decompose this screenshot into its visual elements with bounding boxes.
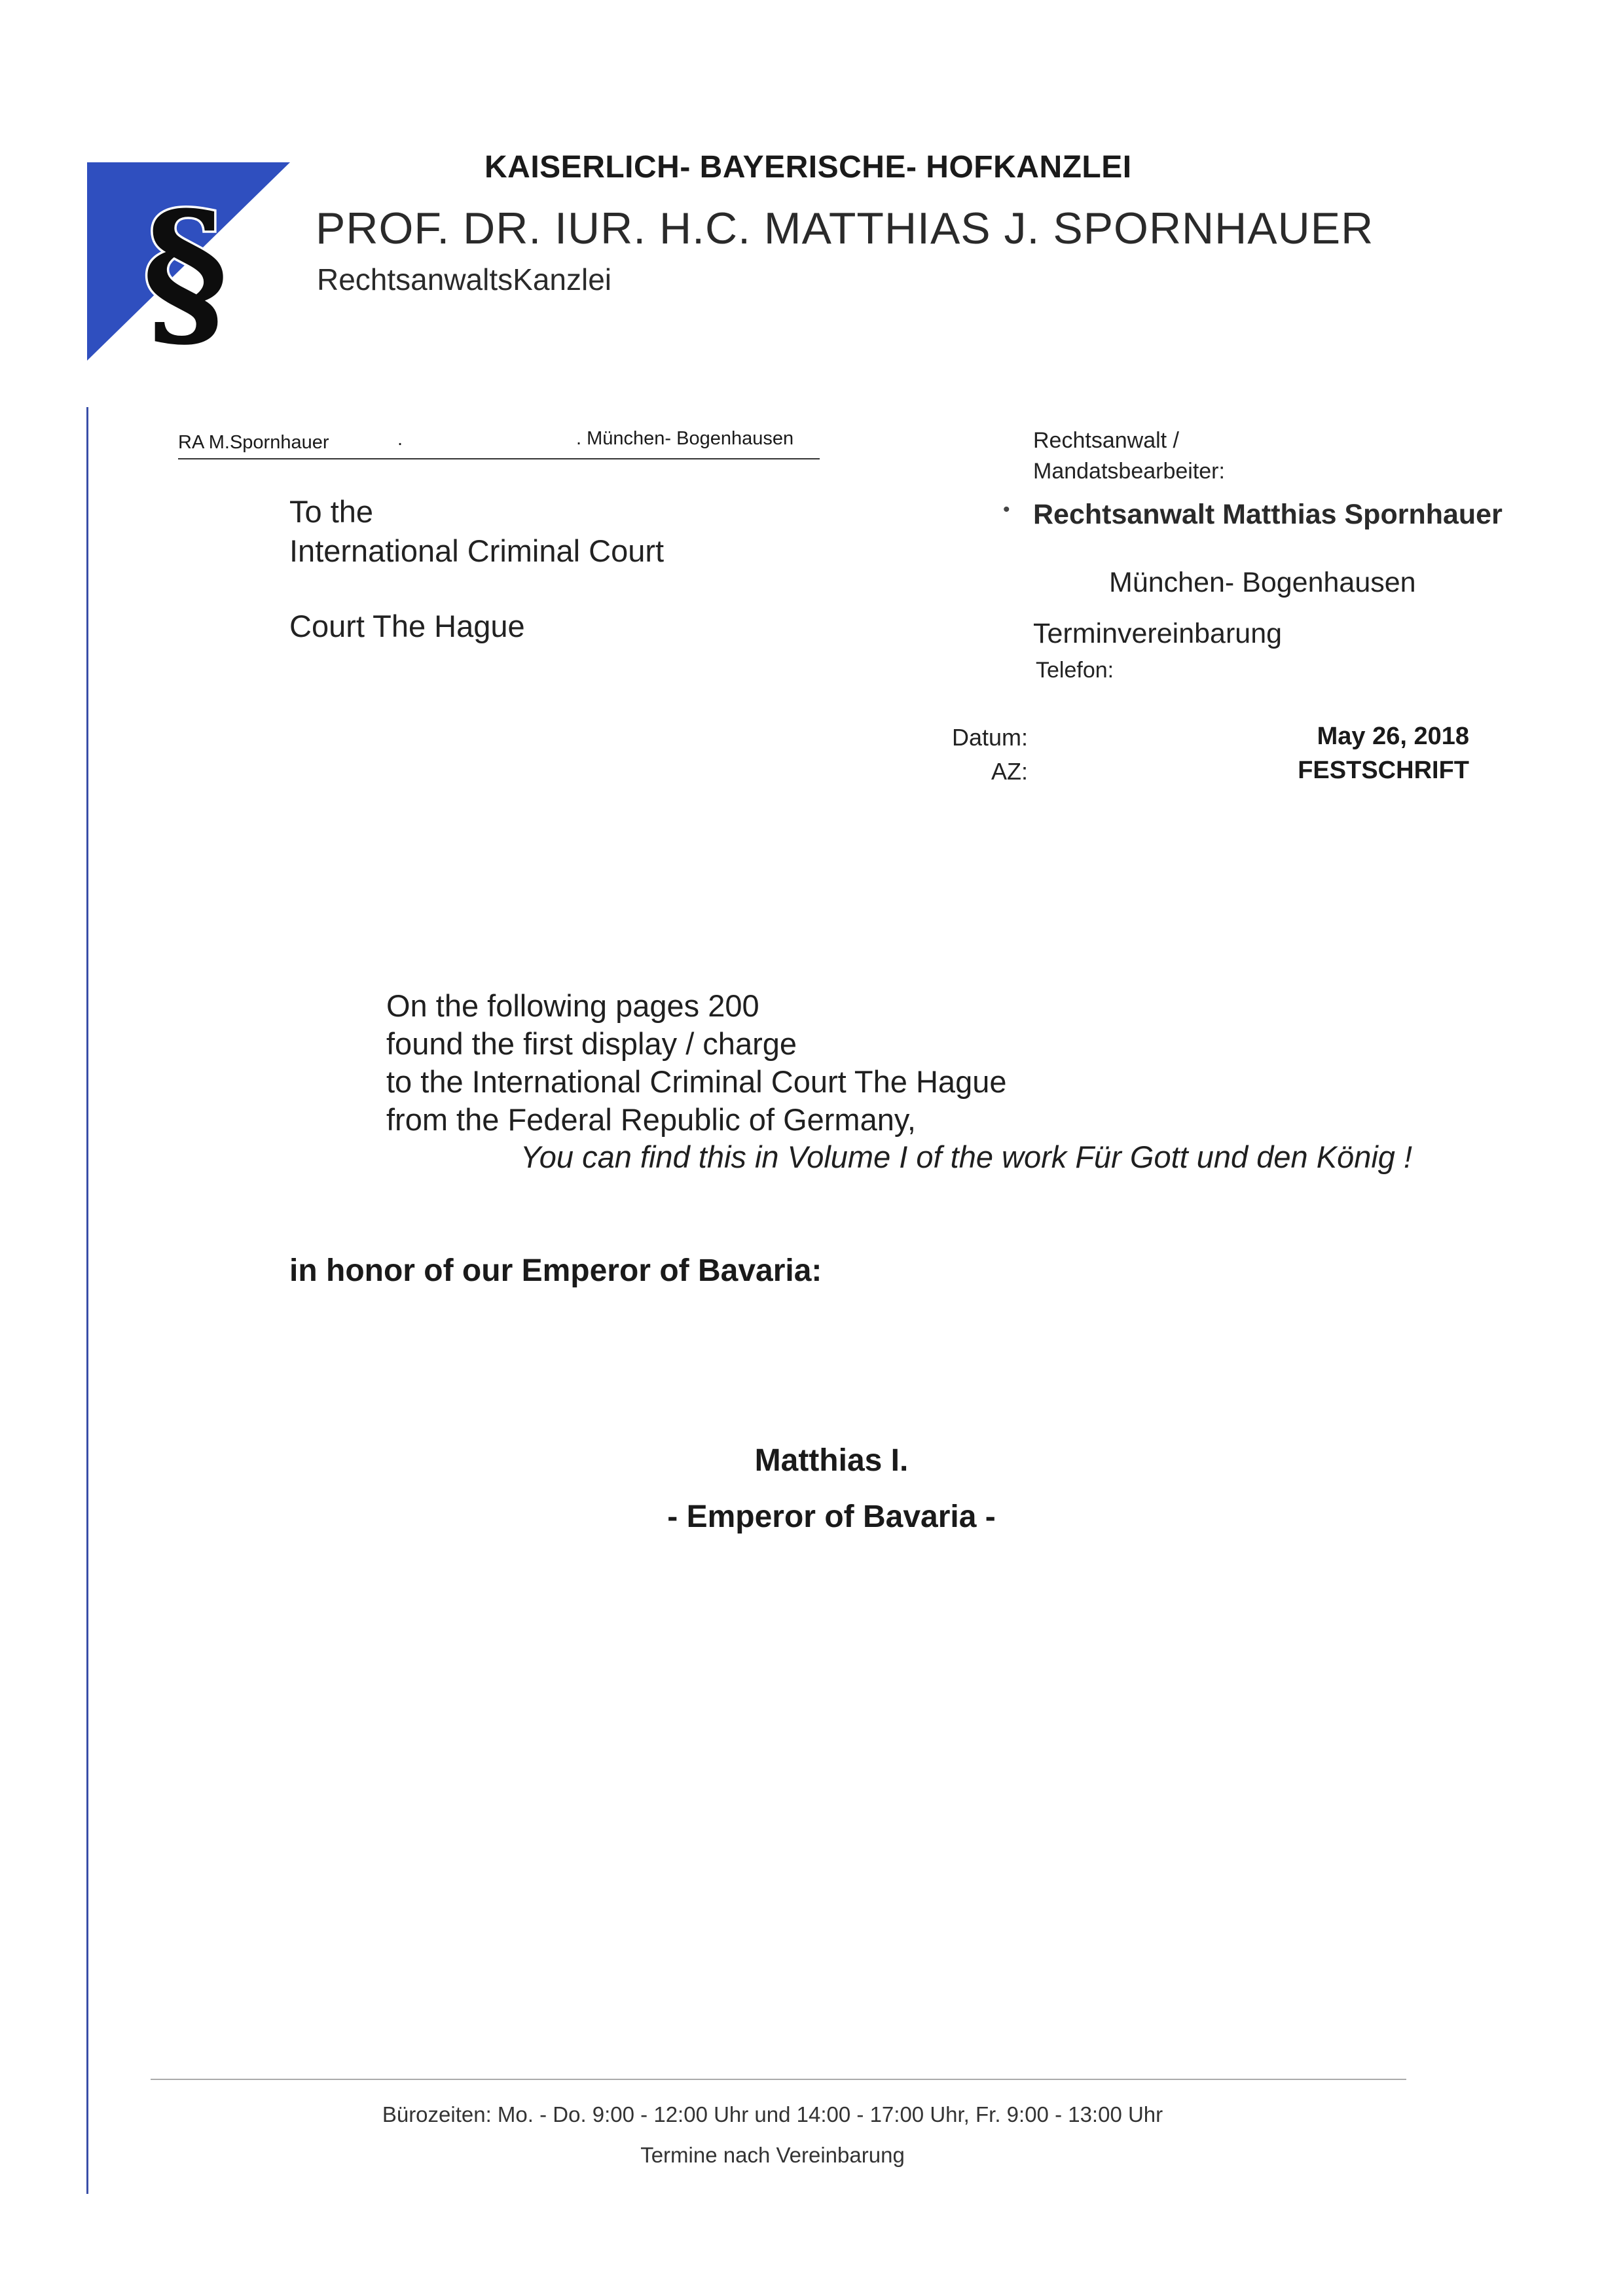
footer-office-hours: Bürozeiten: Mo. - Do. 9:00 - 12:00 Uhr und 14:00 - 17:00 Uhr, Fr. 9:00 - 13:00 Uhr [382, 2102, 1163, 2126]
honor-heading: in honor of our Emperor of Bavaria: [289, 1253, 822, 1288]
letterhead-firm-name: PROF. DR. IUR. H.C. MATTHIAS J. SPORNHAUER [316, 204, 1374, 253]
law-firm-logo [87, 162, 290, 361]
sender-separator: . [397, 429, 403, 450]
emperor-title: - Emperor of Bavaria - [667, 1499, 996, 1534]
sender-name: RA M.Spornhauer [178, 432, 329, 453]
contact-label-line: Mandatsbearbeiter: [1033, 459, 1225, 484]
sender-city: . München- Bogenhausen [576, 428, 794, 449]
paragraph-section-icon [87, 162, 290, 361]
contact-city: München- Bogenhausen [1109, 567, 1416, 598]
recipient-line: Court The Hague [289, 609, 525, 643]
date-value: May 26, 2018 [1317, 723, 1469, 750]
letterhead-subtitle: RechtsanwaltsKanzlei [317, 262, 612, 296]
bullet-icon: • [1003, 499, 1010, 520]
emperor-name: Matthias I. [754, 1443, 909, 1478]
body-line: On the following pages 200 [386, 988, 759, 1023]
footer-appointments: Termine nach Vereinbarung [640, 2143, 905, 2167]
footer-divider [151, 2079, 1406, 2080]
body-italic-line: You can find this in Volume I of the work Für Gott und den König ! [520, 1139, 1413, 1174]
contact-label [1033, 425, 1225, 487]
body-line: from the Federal Republic of Germany, [386, 1102, 916, 1137]
contact-lawyer-name: Rechtsanwalt Matthias Spornhauer [1033, 499, 1503, 530]
reference-value: FESTSCHRIFT [1298, 757, 1469, 784]
date-label: Datum: [951, 724, 1028, 751]
left-margin-rule [86, 407, 88, 2194]
body-line: to the International Criminal Court The Hague [386, 1064, 1007, 1099]
contact-appointment: Terminvereinbarung [1033, 618, 1283, 649]
logo-symbol: § [142, 175, 228, 361]
contact-phone-label: Telefon: [1036, 658, 1114, 683]
recipient-address [289, 492, 664, 646]
recipient-line: To the [289, 494, 374, 529]
contact-label-line: Rechtsanwalt / [1033, 428, 1179, 453]
body-line: found the first display / charge [386, 1026, 797, 1061]
reference-label: AZ: [991, 758, 1028, 785]
recipient-line: International Criminal Court [289, 533, 665, 568]
letterhead-top-line: KAISERLICH- BAYERISCHE- HOFKANZLEI [484, 150, 1132, 185]
letter-body [386, 987, 1006, 1139]
